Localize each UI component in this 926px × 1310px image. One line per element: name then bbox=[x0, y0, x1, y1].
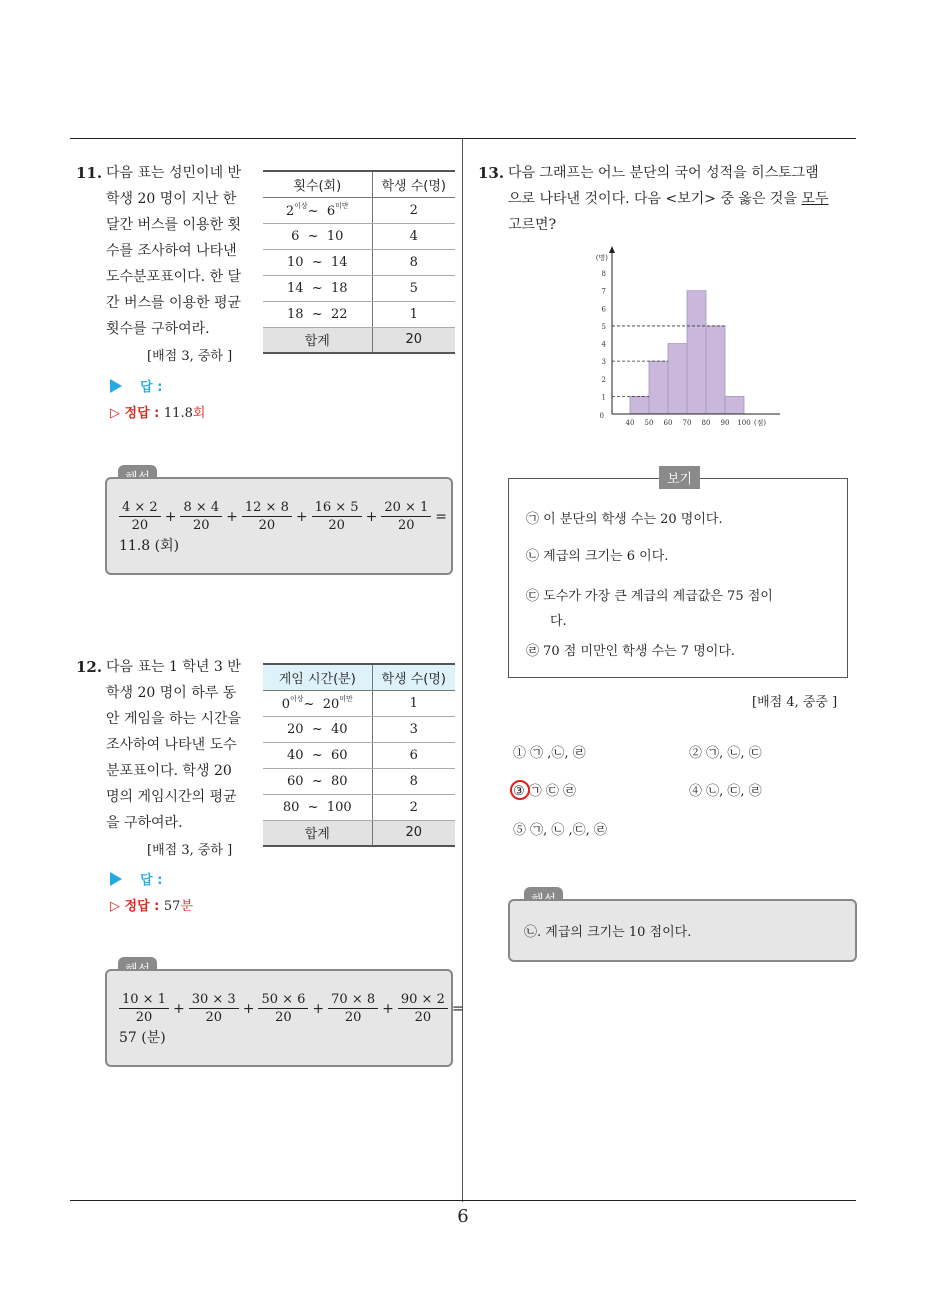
question-number: 11. bbox=[76, 164, 103, 182]
choice-3[interactable]: ③ ㉠ ㉢ ㉣ bbox=[513, 780, 576, 799]
histogram-bar bbox=[706, 326, 725, 414]
x-tick-label: 60 bbox=[663, 419, 673, 427]
y-tick-label: 7 bbox=[601, 287, 606, 296]
table-row: $2^{이상}\sim$ $6^{미만}$ 2 bbox=[263, 197, 455, 223]
y-tick-label: 4 bbox=[601, 340, 606, 349]
page-number: 6 bbox=[457, 1206, 469, 1227]
histogram-bar bbox=[668, 344, 687, 414]
table-row: 18 ~ 22 1 bbox=[263, 301, 455, 327]
histogram-bar bbox=[630, 396, 649, 414]
x-tick-label: 40 bbox=[625, 419, 635, 427]
y-axis-arrow bbox=[609, 246, 615, 253]
score-label: [배점 3, 중하 ] bbox=[147, 843, 233, 858]
table-row: 60 ~ 80 8 bbox=[263, 768, 455, 794]
table-row: $0^{이상}\sim$ $20^{미만}$ 1 bbox=[263, 690, 455, 716]
origin-label: 0 bbox=[599, 412, 604, 420]
fraction: $\frac{50 \times 6}{20}$ bbox=[258, 991, 308, 1026]
outline-triangle-icon: ▷ bbox=[110, 899, 120, 914]
choice-4[interactable]: ④ ㉡, ㉢, ㉣ bbox=[689, 784, 762, 799]
x-tick-label: 80 bbox=[701, 419, 711, 427]
fraction: $\frac{70 \times 8}{20}$ bbox=[328, 991, 378, 1026]
explanation-box: $\frac{4 \times 2}{20}$ + $\frac{8 \times 4}{20}$ + $\frac{12 \times 8}{20}$ + $\frac{16 \times 5}{20}$ + $\frac{20 \times 1}{20}$ = 11.8 (회) bbox=[105, 477, 453, 575]
question-number: 12. bbox=[76, 658, 103, 676]
question-text: 다음 표는 1 학년 3 반 학생 20 명이 하루 동 안 게임을 하는 시간을 조사하여 나타낸 도수 분포표이다. 학생 20 명의 게임시간의 평균 을 구하여라. bbox=[106, 659, 242, 831]
red-circle-mark-icon bbox=[510, 780, 530, 800]
correct-answer-line: ▷ 정답 : 57분 bbox=[110, 899, 194, 914]
explanation-result: 11.8 (회) bbox=[119, 538, 180, 554]
choice-1[interactable]: ① ㉠ ,㉡, ㉣ bbox=[513, 746, 586, 761]
fraction: $\frac{30 \times 3}{20}$ bbox=[189, 991, 239, 1026]
bogi-item: ㉡ 계급의 크기는 6 이다. bbox=[526, 549, 669, 564]
y-tick-label: 2 bbox=[601, 375, 606, 384]
y-tick-label: 6 bbox=[601, 305, 606, 314]
x-axis-unit: (점) bbox=[753, 419, 767, 427]
y-tick-label: 3 bbox=[601, 358, 606, 367]
question-number: 13. bbox=[478, 164, 505, 182]
fraction: $\frac{20 \times 1}{20}$ bbox=[381, 499, 431, 534]
explanation-box bbox=[508, 899, 857, 962]
y-tick-label: 5 bbox=[601, 322, 606, 331]
bogi-item: 다. bbox=[550, 614, 567, 629]
score-label: [배점 3, 중하 ] bbox=[147, 349, 233, 364]
frequency-table: 횟수(회) 학생 수(명) $2^{이상}\sim$ $6^{미만}$ 2 6 ~ 10 4 10 ~ 14 8 14 ~ 18 5 18 ~ 22 1 합계 20 bbox=[263, 170, 455, 354]
histogram-bar bbox=[725, 396, 744, 414]
y-tick-label: 1 bbox=[601, 393, 606, 402]
x-tick-label: 100 bbox=[737, 419, 751, 427]
table-row: 20 ~ 40 3 bbox=[263, 716, 455, 742]
table-total-row: 합계 20 bbox=[263, 327, 455, 353]
table-row: 6 ~ 10 4 bbox=[263, 223, 455, 249]
bottom-rule bbox=[70, 1200, 856, 1201]
fraction: $\frac{8 \times 4}{20}$ bbox=[180, 499, 222, 534]
question-text: 다음 표는 성민이네 반 학생 20 명이 지난 한 달간 버스를 이용한 횟 수를 조사하여 나타낸 도수분포표이다. 한 달 간 버스를 이용한 평균 횟수를 구하여라. bbox=[106, 165, 242, 337]
table-row: 10 ~ 14 8 bbox=[263, 249, 455, 275]
play-arrow-icon bbox=[110, 379, 122, 393]
top-rule bbox=[70, 138, 856, 139]
fraction: $\frac{12 \times 8}{20}$ bbox=[242, 499, 292, 534]
outline-triangle-icon: ▷ bbox=[110, 406, 120, 421]
question-text: 다음 그래프는 어느 분단의 국어 성적을 히스토그램 으로 나타낸 것이다. 다음 <보기> 중 옳은 것을 모두 고르면? bbox=[508, 165, 829, 233]
fraction: $\frac{16 \times 5}{20}$ bbox=[312, 499, 362, 534]
choice-2[interactable]: ② ㉠, ㉡, ㉢ bbox=[689, 746, 762, 761]
bogi-item: ㉢ 도수가 가장 큰 계급의 계급값은 75 점이 bbox=[526, 589, 773, 604]
table-row: 14 ~ 18 5 bbox=[263, 275, 455, 301]
correct-answer-line: ▷ 정답 : 11.8회 bbox=[110, 406, 206, 421]
score-label: [배점 4, 중중 ] bbox=[752, 695, 838, 710]
bogi-item: ㉠ 이 분단의 학생 수는 20 명이다. bbox=[526, 512, 723, 527]
fraction: $\frac{90 \times 2}{20}$ bbox=[398, 991, 448, 1026]
histogram-bar bbox=[649, 361, 668, 414]
explanation-box: $\frac{10 \times 1}{20}$ + $\frac{30 \times 3}{20}$ + $\frac{50 \times 6}{20}$ + $\frac{70 \times 8}{20}$ + $\frac{90 \times 2}{20}$ = 57 (분) bbox=[105, 969, 453, 1067]
answer-line: 답 : bbox=[110, 869, 162, 888]
bogi-item: ㉣ 70 점 미만인 학생 수는 7 명이다. bbox=[526, 644, 736, 659]
x-tick-label: 50 bbox=[644, 419, 654, 427]
histogram-bar bbox=[687, 291, 706, 414]
y-tick-label: 8 bbox=[601, 270, 606, 279]
answer-line: 답 : bbox=[110, 376, 162, 395]
table-row: 80 ~ 100 2 bbox=[263, 794, 455, 820]
choice-5[interactable]: ⑤ ㉠, ㉡ ,㉢, ㉣ bbox=[513, 823, 607, 838]
explanation-text: ㉡. 계급의 크기는 10 점이다. bbox=[524, 925, 692, 940]
x-tick-label: 90 bbox=[720, 419, 730, 427]
explanation-result: 57 (분) bbox=[119, 1030, 166, 1046]
y-axis-label: (명) bbox=[595, 254, 608, 262]
bogi-tag: 보기 bbox=[659, 466, 700, 489]
play-arrow-icon bbox=[110, 872, 122, 886]
frequency-table: 게임 시간(분) 학생 수(명) $0^{이상}\sim$ $20^{미만}$ 1 20 ~ 40 3 40 ~ 60 6 60 ~ 80 8 80 ~ 100 2 합계 20 bbox=[263, 663, 455, 847]
fraction: $\frac{10 \times 1}{20}$ bbox=[119, 991, 169, 1026]
table-total-row: 합계 20 bbox=[263, 820, 455, 846]
x-tick-label: 70 bbox=[682, 419, 692, 427]
histogram-chart bbox=[590, 244, 790, 444]
column-divider bbox=[462, 139, 463, 1202]
table-row: 40 ~ 60 6 bbox=[263, 742, 455, 768]
fraction: $\frac{4 \times 2}{20}$ bbox=[119, 499, 161, 534]
